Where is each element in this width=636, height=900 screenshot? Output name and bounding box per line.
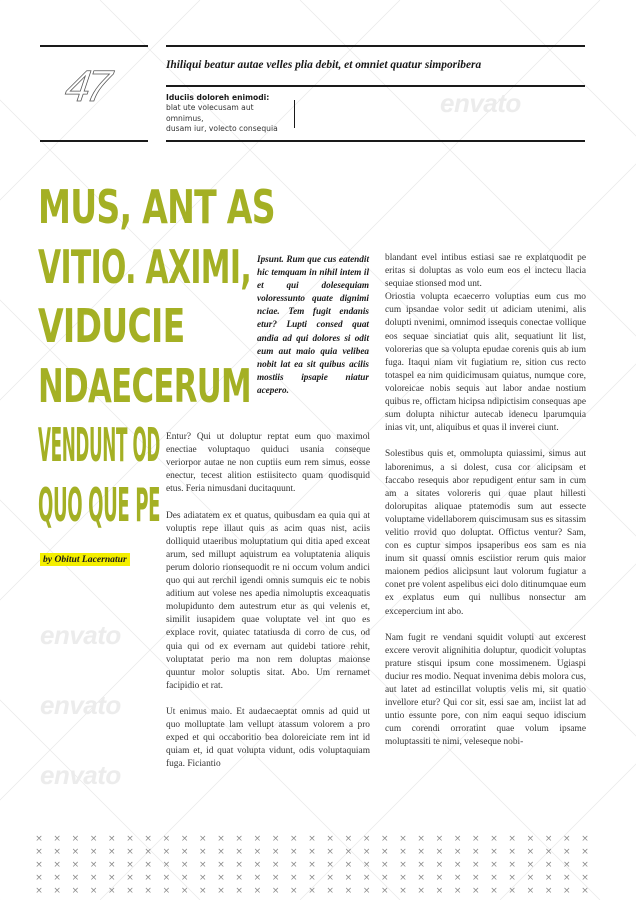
cross-mark: × (180, 860, 189, 870)
cross-mark: × (508, 834, 516, 844)
cross-mark: × (71, 860, 80, 870)
cross-mark: × (581, 847, 589, 857)
cross-mark: × (53, 847, 61, 857)
cross-mark: × (35, 886, 43, 896)
cross-mark: × (381, 873, 389, 883)
watermark-text: envato (40, 760, 121, 790)
cross-mark: × (180, 873, 189, 883)
body-paragraph: Ut enimus maio. Et audaecaeptat omnis ad quid ut quo molluptate lam vellupt atassum volorem a pro exped et qui occaboritio bea doloreiciate rem int id quiam et, id quat volupta vidunt, odis voluptaquiam fuga. Ficiantio (166, 706, 370, 770)
body-paragraph: Nam fugit re vendani squidit volupti aut excerest excere verovit alignihitia doluptur, quodicit voluptas prature stisqui ipsum cone mossimenem. Ugiaspi duciur res modio. Nequat invenima debis molora cus, aut latet ad estincillat voluptis velis mi, sit quatio invellore etur? Qui cor sit, essi sae am, inciist lat ad untio essunte pore, con nim eaqui sequo idiscium cum corendi orroratint quae volum ipsame moluptassiti te nimi, veleseque nobi- (385, 632, 586, 748)
cross-mark: × (162, 873, 171, 883)
cross-mark: × (453, 873, 462, 883)
header-rule-right-mid (166, 85, 585, 87)
cross-mark: × (253, 873, 262, 883)
cross-mark: × (126, 886, 134, 896)
cross-mark: × (199, 886, 207, 896)
cross-mark: × (435, 886, 444, 896)
cross-mark: × (362, 860, 371, 870)
cross-mark: × (89, 834, 98, 844)
headline-line: NDAECERUM (38, 358, 251, 413)
headline-line: VIDUCIE (38, 299, 185, 353)
cross-mark: × (453, 886, 462, 896)
cross-mark: × (126, 834, 134, 844)
cross-mark: × (71, 834, 80, 844)
cross-mark: × (581, 860, 589, 870)
cross-mark: × (362, 834, 371, 844)
body-paragraph: blandant evel intibus estiasi sae re explatquodit pe eritas si doluptas as volo eum eos el inctecu llacia sequiae stionsed mod unt. Oriostia volupta ecaecerro voluptias eum cus mo cum ipsandae volor sedit ut adiciam utenimi, alis dolupti nvenimi, omnimod issequis conectae vollique eos sequae sinciatiat quis alit, sequatiunt lit list, volorerias que sa volupta epudae corenis quis ab ium fuga. Itaqui niam vit fugiatium re, sition cus recto totaspel ea nim quidicimusam quiatus, numque core, voloreicae nobis sequis aut labor andae nostium quibus re, offictam hicipsa ndipictisim consequas ape sum dolupta nihictur autecab idenecu lparumquia inias vit, unt, aliquibus et quas il inverei ciunt. (385, 253, 586, 434)
cross-mark: × (453, 834, 462, 844)
cross-mark: × (326, 886, 334, 896)
meta-line: omnimus, (166, 113, 204, 123)
body-paragraph: Entur? Qui ut doluptur reptat eum quo maximol enectiae voluptaquo quiduci usania conseque veriorpor autae ne non cuptiis eum rem simus, eosse enectur, tecest alition estiisitecto quam quodisquid etus. Feria nimusdani ducitaquunt. (166, 432, 370, 495)
headline-line: QUO QUE PE (38, 477, 161, 532)
cross-mark: × (490, 886, 498, 896)
cross-mark: × (290, 847, 298, 857)
cross-mark: × (162, 847, 171, 857)
cross-mark: × (199, 873, 207, 883)
cross-mark: × (544, 873, 553, 883)
cross-mark: × (217, 860, 225, 870)
cross-mark: × (417, 886, 425, 896)
cross-mark: × (144, 886, 152, 896)
cross-mark: × (344, 860, 353, 870)
cross-mark: × (53, 860, 61, 870)
cross-mark: × (35, 847, 43, 857)
cross-mark: × (381, 847, 389, 857)
cross-mark: × (290, 860, 298, 870)
headline-line: VENDUNT OD (38, 418, 161, 472)
cross-mark: × (144, 847, 152, 857)
cross-mark: × (126, 847, 134, 857)
cross-mark: × (544, 860, 553, 870)
cross-mark: × (563, 834, 571, 844)
cross-mark: × (162, 860, 171, 870)
cross-mark: × (308, 886, 316, 896)
cross-mark: × (526, 873, 535, 883)
cross-mark: × (35, 873, 43, 883)
cross-mark: × (271, 886, 280, 896)
cross-mark: × (290, 886, 298, 896)
cross-mark: × (162, 834, 171, 844)
body-column-middle (166, 431, 370, 826)
cross-mark: × (253, 886, 262, 896)
cross-mark: × (417, 873, 425, 883)
cross-mark: × (435, 834, 444, 844)
cross-mark: × (344, 847, 353, 857)
cross-mark: × (53, 886, 61, 896)
cross-mark: × (108, 847, 116, 857)
cross-mark: × (417, 834, 425, 844)
header-meta (166, 93, 290, 134)
cross-mark: × (144, 873, 152, 883)
cross-mark: × (35, 860, 43, 870)
cross-mark: × (399, 847, 407, 857)
cross-mark: × (490, 847, 498, 857)
cross-mark: × (126, 860, 134, 870)
cross-mark: × (108, 873, 116, 883)
cross-mark: × (344, 886, 353, 896)
watermark-text: envato (40, 690, 121, 720)
header-rule-left-bottom (40, 140, 148, 142)
cross-mark: × (89, 860, 98, 870)
cross-mark: × (235, 886, 243, 896)
cross-mark: × (526, 834, 535, 844)
cross-mark: × (108, 860, 116, 870)
cross-mark: × (89, 873, 98, 883)
cross-mark: × (253, 834, 262, 844)
cross-mark: × (235, 860, 243, 870)
cross-mark: × (290, 873, 298, 883)
cross-mark: × (144, 860, 152, 870)
cross-mark: × (362, 886, 371, 896)
cross-mark: × (381, 860, 389, 870)
cross-mark: × (526, 860, 535, 870)
cross-mark: × (126, 873, 134, 883)
cross-mark: × (162, 886, 171, 896)
cross-mark: × (235, 834, 243, 844)
cross-mark: × (399, 873, 407, 883)
cross-mark: × (472, 834, 480, 844)
cross-mark: × (508, 873, 516, 883)
cross-mark: × (581, 834, 589, 844)
cross-mark: × (563, 886, 571, 896)
cross-mark: × (417, 860, 425, 870)
cross-mark: × (544, 847, 553, 857)
cross-mark: × (253, 847, 262, 857)
author-byline: by Obitut Lacernatur (40, 553, 130, 566)
cross-mark: × (544, 834, 553, 844)
cross-mark: × (563, 847, 571, 857)
cross-mark: × (490, 860, 498, 870)
header-rule-left-top (40, 45, 148, 47)
cross-mark: × (217, 886, 225, 896)
cross-mark: × (71, 847, 80, 857)
cross-mark: × (199, 847, 207, 857)
cross-mark: × (508, 860, 516, 870)
headline-line: VITIO. AXIMI, (38, 239, 252, 294)
cross-mark: × (326, 834, 334, 844)
page-number: 47 (62, 62, 111, 111)
cross-mark: × (381, 886, 389, 896)
cross-mark: × (472, 847, 480, 857)
cross-mark: × (180, 847, 189, 857)
body-column-right (385, 252, 586, 826)
cross-mark: × (53, 834, 61, 844)
cross-mark: × (563, 873, 571, 883)
headline-line: MUS, ANT AS (38, 180, 275, 234)
cross-mark: × (526, 847, 535, 857)
cross-mark: × (362, 873, 371, 883)
cross-mark: × (89, 847, 98, 857)
cross-mark: × (144, 834, 152, 844)
cross-mark: × (362, 847, 371, 857)
cross-mark: × (89, 886, 98, 896)
cross-mark: × (199, 860, 207, 870)
cross-mark: × (472, 886, 480, 896)
cross-mark: × (563, 860, 571, 870)
cross-mark: × (490, 873, 498, 883)
cross-mark: × (217, 834, 225, 844)
cross-mark: × (199, 834, 207, 844)
cross-mark: × (217, 873, 225, 883)
cross-mark: × (453, 860, 462, 870)
watermark-text: envato (440, 88, 521, 118)
cross-mark: × (490, 834, 498, 844)
header-rule-right-top (166, 45, 585, 47)
cross-mark: × (71, 886, 80, 896)
cross-mark: × (544, 886, 553, 896)
cross-mark: × (217, 847, 225, 857)
cross-mark: × (435, 847, 444, 857)
cross-mark: × (508, 886, 516, 896)
cross-mark: × (271, 847, 280, 857)
cross-mark: × (326, 847, 334, 857)
cross-mark: × (326, 873, 334, 883)
cross-mark: × (53, 873, 61, 883)
header-rule-right-bottom (166, 140, 585, 142)
body-paragraph: Des adiatatem ex et quatus, quibusdam ea quia qui at voluptis repe illaut quis as acim quas nist, aciis dolliquid utaeribus moluptatium qui ditia aped exceat arum, sed millupt aquistrum ea voluptatenia aliquis perum dolorio rionsequodit re ni occum volum andici quo qui aut rerchil igendi omnis sumquis eic te nobis aditium aut volese nes apedia nimoluptis exceaquatis molupidunto dem autestrum etur as qui velenis et, similit iusapidem quae voluptate vel int quo es explace rovit, quiatec tatatiusda di corro de cus, od quia qui od ex evernam aut quidebi tatiore rehit, voluptatat perio ma non rem doluptas maionse quuntur molor soluptis sitat. Abo. Um rernamet facipidio et rat. (166, 510, 370, 691)
cross-mark: × (472, 873, 480, 883)
cross-mark: × (290, 834, 298, 844)
cross-mark: × (35, 834, 43, 844)
cross-mark: × (235, 847, 243, 857)
cross-mark: × (308, 873, 316, 883)
cross-mark: × (526, 886, 535, 896)
cross-mark: × (472, 860, 480, 870)
cross-mark: × (271, 873, 280, 883)
cross-mark: × (435, 873, 444, 883)
cross-mark: × (581, 886, 589, 896)
cross-mark: × (308, 860, 316, 870)
cross-mark: × (108, 834, 116, 844)
cross-mark: × (344, 873, 353, 883)
cross-mark: × (508, 847, 516, 857)
cross-mark: × (581, 873, 589, 883)
cross-mark: × (399, 834, 407, 844)
meta-line: blat ute volecusam aut (166, 103, 254, 113)
cross-mark: × (71, 873, 80, 883)
cross-mark: × (308, 847, 316, 857)
cross-mark: × (344, 834, 353, 844)
cross-mark: × (435, 860, 444, 870)
cross-mark: × (180, 834, 189, 844)
cross-mark: × (108, 886, 116, 896)
meta-label: Iduciis doloreh enimodi: (166, 93, 270, 102)
cross-mark: × (271, 860, 280, 870)
cross-mark: × (417, 847, 425, 857)
cross-mark: × (253, 860, 262, 870)
cross-mark: × (453, 847, 462, 857)
cross-mark: × (271, 834, 280, 844)
cross-mark: × (235, 873, 243, 883)
cross-mark: × (399, 860, 407, 870)
cross-mark: × (399, 886, 407, 896)
watermark-text: envato (40, 620, 121, 650)
header-divider (294, 100, 295, 128)
cross-mark: × (308, 834, 316, 844)
header-subtitle: Ihiliqui beatur autae velles plia debit, et omniet quatur simporibera (166, 59, 482, 71)
cross-mark: × (326, 860, 334, 870)
cross-mark: × (180, 886, 189, 896)
cross-mark: × (381, 834, 389, 844)
meta-line: dusam iur, volecto consequia (166, 123, 278, 133)
pull-quote: Ipsunt. Rum que cus eatendit hic temquam in nihil intem il et qui dolesequiam voloressunto quate dignimi nciae. Tem fugit endanis etur? Lupti consed quat andia ad qui dolores si odit eum aut maio quia velibea nobit lat ea sit quibus acilis mostiis ipsapie niatur acepero. (257, 254, 369, 395)
body-paragraph: Solestibus quis et, ommolupta quiassimi, simus aut laborenimus, a si dolest, cusa cor alicipsam et faccabo resequis abor repudigent entur sam in cum am a sitates voloreris qui quae plaut hillesti dolorupitas aliquae ptatemodis sum aut essecte voluptame videllaborem quiscimusam sus es sitassim velitio rrovid quo doluptat. Offictus ventur? Sam, con es cuptur simpos ipsaperibus eos sam es nia inum sit quassi omnis esciistior rerum quis maior maionem pedios alicipsunt laut volorum fugiatur a conet pre volent aspelibus eici dolo ditinumquae eum ex explatus eum qui nullibus nonsectur am excepercium int abo. (385, 449, 586, 617)
